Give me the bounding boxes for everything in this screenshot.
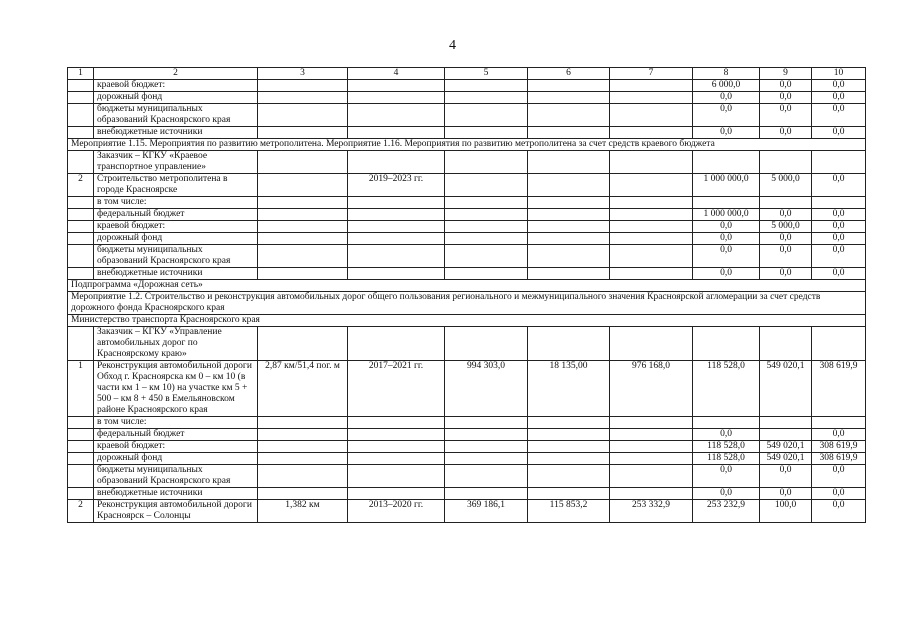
value-cell: [610, 92, 693, 104]
row-label-cell: бюджеты муниципальных образований Красноярского края: [94, 104, 258, 127]
row-label-cell: внебюджетные источники: [94, 268, 258, 280]
value-cell: 0,0: [812, 500, 866, 523]
value-cell: 0,0: [760, 127, 812, 139]
value-cell: [610, 488, 693, 500]
value-cell: [610, 327, 693, 361]
row-number-cell: [68, 197, 94, 209]
value-cell: 115 853,2: [528, 500, 610, 523]
value-cell: 5 000,0: [760, 221, 812, 233]
value-cell: 0,0: [693, 268, 760, 280]
row-label-cell: Заказчик – КГКУ «Управление автомобильных дорог по Красноярскому краю»: [94, 327, 258, 361]
value-cell: [528, 441, 610, 453]
value-cell: [445, 127, 528, 139]
value-cell: 0,0: [812, 104, 866, 127]
value-cell: [258, 465, 348, 488]
row-number-cell: [68, 209, 94, 221]
value-cell: [528, 92, 610, 104]
value-cell: [348, 92, 445, 104]
row-number-cell: [68, 268, 94, 280]
table-row: [68, 441, 866, 453]
value-cell: [528, 127, 610, 139]
value-cell: 0,0: [693, 233, 760, 245]
value-cell: [348, 233, 445, 245]
value-cell: [258, 151, 348, 174]
value-cell: [348, 429, 445, 441]
value-cell: [445, 453, 528, 465]
value-cell: [445, 327, 528, 361]
value-cell: [348, 245, 445, 268]
value-cell: [348, 488, 445, 500]
value-cell: [610, 268, 693, 280]
row-number-cell: [68, 465, 94, 488]
value-cell: [528, 104, 610, 127]
value-cell: [445, 221, 528, 233]
value-cell: [348, 417, 445, 429]
table-row: [68, 417, 866, 429]
row-number-cell: [68, 245, 94, 268]
row-label-cell: Заказчик – КГКУ «Краевое транспортное управление»: [94, 151, 258, 174]
row-label-cell: федеральный бюджет: [94, 209, 258, 221]
value-cell: 0,0: [760, 104, 812, 127]
row-label-cell: внебюджетные источники: [94, 127, 258, 139]
value-cell: 0,0: [760, 233, 812, 245]
value-cell: [258, 453, 348, 465]
value-cell: [528, 327, 610, 361]
value-cell: [445, 233, 528, 245]
table-row: [68, 327, 866, 361]
section-title: Мероприятие 1.2. Строительство и реконструкция автомобильных дорог общего пользования регионального и межмуниципального значения Красноярской агломерации за счет средств дорожного фонда Красноярского края: [68, 292, 866, 315]
value-cell: [610, 429, 693, 441]
row-label-cell: бюджеты муниципальных образований Красноярского края: [94, 465, 258, 488]
value-cell: [610, 209, 693, 221]
value-cell: [445, 465, 528, 488]
section-title: Подпрограмма «Дорожная сеть»: [68, 280, 866, 292]
value-cell: [348, 465, 445, 488]
header-cell: 2: [94, 68, 258, 80]
value-cell: 0,0: [812, 174, 866, 197]
value-cell: 0,0: [693, 429, 760, 441]
value-cell: [760, 151, 812, 174]
value-cell: 0,0: [812, 268, 866, 280]
value-cell: 549 020,1: [760, 441, 812, 453]
row-label-cell: дорожный фонд: [94, 233, 258, 245]
value-cell: [348, 453, 445, 465]
value-cell: 118 528,0: [693, 441, 760, 453]
table-row: [68, 92, 866, 104]
value-cell: [610, 80, 693, 92]
value-cell: [528, 174, 610, 197]
value-cell: [610, 245, 693, 268]
value-cell: 253 232,9: [693, 500, 760, 523]
value-cell: [528, 221, 610, 233]
value-cell: 369 186,1: [445, 500, 528, 523]
row-number-cell: [68, 429, 94, 441]
value-cell: [528, 268, 610, 280]
value-cell: 100,0: [760, 500, 812, 523]
value-cell: 0,0: [693, 104, 760, 127]
value-cell: [610, 465, 693, 488]
section-title: Мероприятие 1.15. Мероприятия по развитию метрополитена. Мероприятие 1.16. Мероприятия по развитию метрополитена за счет средств краевого бюджета: [68, 139, 866, 151]
row-number-cell: 1: [68, 361, 94, 417]
value-cell: 0,0: [812, 488, 866, 500]
value-cell: 0,0: [693, 127, 760, 139]
row-label-cell: дорожный фонд: [94, 453, 258, 465]
header-cell: 4: [348, 68, 445, 80]
value-cell: [610, 104, 693, 127]
row-number-cell: [68, 441, 94, 453]
value-cell: [348, 151, 445, 174]
value-cell: 0,0: [760, 80, 812, 92]
value-cell: 308 619,9: [812, 441, 866, 453]
value-cell: 0,0: [760, 268, 812, 280]
value-cell: [610, 197, 693, 209]
row-label-cell: краевой бюджет:: [94, 221, 258, 233]
table-row: [68, 268, 866, 280]
table-row: [68, 174, 866, 197]
row-number-cell: [68, 417, 94, 429]
table-row: [68, 80, 866, 92]
value-cell: [258, 209, 348, 221]
value-cell: [528, 151, 610, 174]
value-cell: 0,0: [812, 465, 866, 488]
value-cell: [760, 417, 812, 429]
value-cell: [445, 151, 528, 174]
value-cell: 0,0: [760, 209, 812, 221]
value-cell: [445, 245, 528, 268]
value-cell: 0,0: [812, 127, 866, 139]
value-cell: [258, 488, 348, 500]
value-cell: [348, 209, 445, 221]
value-cell: 0,0: [812, 245, 866, 268]
value-cell: 2017–2021 гг.: [348, 361, 445, 417]
value-cell: 0,0: [812, 221, 866, 233]
value-cell: 0,0: [693, 465, 760, 488]
value-cell: 0,0: [760, 488, 812, 500]
value-cell: [258, 441, 348, 453]
value-cell: 2019–2023 гг.: [348, 174, 445, 197]
row-label-cell: Строительство метрополитена в городе Красноярске: [94, 174, 258, 197]
value-cell: [445, 441, 528, 453]
value-cell: 253 332,9: [610, 500, 693, 523]
value-cell: [528, 429, 610, 441]
value-cell: [528, 465, 610, 488]
value-cell: [445, 104, 528, 127]
value-cell: [528, 197, 610, 209]
header-cell: 1: [68, 68, 94, 80]
value-cell: [258, 327, 348, 361]
value-cell: [445, 488, 528, 500]
value-cell: 118 528,0: [693, 453, 760, 465]
row-label-cell: в том числе:: [94, 197, 258, 209]
value-cell: [258, 245, 348, 268]
header-row: [68, 68, 866, 80]
table-row: [68, 221, 866, 233]
section-row: [68, 280, 866, 292]
value-cell: [528, 80, 610, 92]
value-cell: [610, 417, 693, 429]
value-cell: [610, 233, 693, 245]
value-cell: [610, 151, 693, 174]
row-label-cell: краевой бюджет:: [94, 80, 258, 92]
row-number-cell: 2: [68, 500, 94, 523]
value-cell: [610, 174, 693, 197]
value-cell: [258, 221, 348, 233]
value-cell: 18 135,00: [528, 361, 610, 417]
value-cell: 308 619,9: [812, 361, 866, 417]
header-cell: 8: [693, 68, 760, 80]
value-cell: 0,0: [812, 429, 866, 441]
value-cell: [445, 209, 528, 221]
row-number-cell: 2: [68, 174, 94, 197]
header-cell: 6: [528, 68, 610, 80]
value-cell: 976 168,0: [610, 361, 693, 417]
value-cell: [528, 245, 610, 268]
value-cell: 2,87 км/51,4 пог. м: [258, 361, 348, 417]
table-row: [68, 245, 866, 268]
row-label-cell: федеральный бюджет: [94, 429, 258, 441]
value-cell: [812, 327, 866, 361]
value-cell: [610, 221, 693, 233]
row-label-cell: краевой бюджет:: [94, 441, 258, 453]
page-number: 4: [449, 38, 456, 53]
header-cell: 5: [445, 68, 528, 80]
value-cell: [348, 268, 445, 280]
header-cell: 9: [760, 68, 812, 80]
value-cell: 0,0: [812, 233, 866, 245]
table-row: [68, 209, 866, 221]
header-cell: 7: [610, 68, 693, 80]
row-number-cell: [68, 327, 94, 361]
value-cell: 0,0: [760, 92, 812, 104]
value-cell: [445, 268, 528, 280]
row-number-cell: [68, 127, 94, 139]
value-cell: 2013–2020 гг.: [348, 500, 445, 523]
value-cell: 0,0: [693, 245, 760, 268]
value-cell: [258, 233, 348, 245]
row-label-cell: Реконструкция автомобильной дороги Красноярск – Солонцы: [94, 500, 258, 523]
value-cell: [258, 80, 348, 92]
value-cell: [348, 441, 445, 453]
value-cell: [693, 197, 760, 209]
value-cell: [445, 197, 528, 209]
table-row: [68, 151, 866, 174]
value-cell: 0,0: [760, 465, 812, 488]
program-table: [67, 67, 866, 523]
value-cell: 6 000,0: [693, 80, 760, 92]
value-cell: 549 020,1: [760, 361, 812, 417]
table-row: [68, 429, 866, 441]
value-cell: [610, 441, 693, 453]
table-row: [68, 233, 866, 245]
row-label-cell: внебюджетные источники: [94, 488, 258, 500]
value-cell: 549 020,1: [760, 453, 812, 465]
value-cell: [528, 488, 610, 500]
table-row: [68, 104, 866, 127]
value-cell: [258, 429, 348, 441]
row-number-cell: [68, 151, 94, 174]
value-cell: [528, 209, 610, 221]
value-cell: 994 303,0: [445, 361, 528, 417]
value-cell: [760, 429, 812, 441]
row-number-cell: [68, 453, 94, 465]
row-number-cell: [68, 221, 94, 233]
value-cell: [348, 221, 445, 233]
value-cell: [610, 127, 693, 139]
value-cell: [760, 327, 812, 361]
value-cell: 308 619,9: [812, 453, 866, 465]
value-cell: 0,0: [812, 80, 866, 92]
value-cell: 0,0: [812, 92, 866, 104]
value-cell: [258, 417, 348, 429]
table-row: [68, 361, 866, 417]
section-row: [68, 315, 866, 327]
value-cell: 5 000,0: [760, 174, 812, 197]
value-cell: 0,0: [693, 488, 760, 500]
table-row: [68, 488, 866, 500]
value-cell: [348, 197, 445, 209]
value-cell: [610, 453, 693, 465]
value-cell: [445, 174, 528, 197]
value-cell: [445, 92, 528, 104]
row-label-cell: в том числе:: [94, 417, 258, 429]
value-cell: [258, 104, 348, 127]
row-label-cell: Реконструкция автомобильной дороги Обход г. Красноярска км 0 – км 10 (в части км 1 – км 10) на участке км 5 + 500 – км 8 + 450 в Емельяновском районе Красноярского края: [94, 361, 258, 417]
value-cell: [258, 197, 348, 209]
header-cell: 10: [812, 68, 866, 80]
value-cell: [445, 80, 528, 92]
row-number-cell: [68, 233, 94, 245]
value-cell: [760, 197, 812, 209]
value-cell: [693, 417, 760, 429]
value-cell: [258, 174, 348, 197]
value-cell: [348, 127, 445, 139]
row-number-cell: [68, 488, 94, 500]
value-cell: [258, 268, 348, 280]
table-row: [68, 127, 866, 139]
value-cell: [528, 453, 610, 465]
value-cell: 0,0: [760, 245, 812, 268]
table-row: [68, 500, 866, 523]
value-cell: 1 000 000,0: [693, 209, 760, 221]
value-cell: [528, 233, 610, 245]
value-cell: [348, 80, 445, 92]
section-row: [68, 292, 866, 315]
value-cell: [812, 197, 866, 209]
header-cell: 3: [258, 68, 348, 80]
value-cell: 0,0: [812, 209, 866, 221]
value-cell: [445, 429, 528, 441]
section-row: [68, 139, 866, 151]
value-cell: 118 528,0: [693, 361, 760, 417]
row-label-cell: бюджеты муниципальных образований Красноярского края: [94, 245, 258, 268]
value-cell: [693, 151, 760, 174]
section-title: Министерство транспорта Красноярского края: [68, 315, 866, 327]
value-cell: 0,0: [693, 221, 760, 233]
value-cell: 1,382 км: [258, 500, 348, 523]
value-cell: [258, 127, 348, 139]
value-cell: [348, 104, 445, 127]
value-cell: [812, 417, 866, 429]
table-row: [68, 197, 866, 209]
table-row: [68, 465, 866, 488]
value-cell: 0,0: [693, 92, 760, 104]
row-label-cell: дорожный фонд: [94, 92, 258, 104]
table-row: [68, 453, 866, 465]
value-cell: 1 000 000,0: [693, 174, 760, 197]
value-cell: [258, 92, 348, 104]
value-cell: [528, 417, 610, 429]
value-cell: [445, 417, 528, 429]
value-cell: [348, 327, 445, 361]
row-number-cell: [68, 104, 94, 127]
row-number-cell: [68, 92, 94, 104]
value-cell: [693, 327, 760, 361]
value-cell: [812, 151, 866, 174]
row-number-cell: [68, 80, 94, 92]
